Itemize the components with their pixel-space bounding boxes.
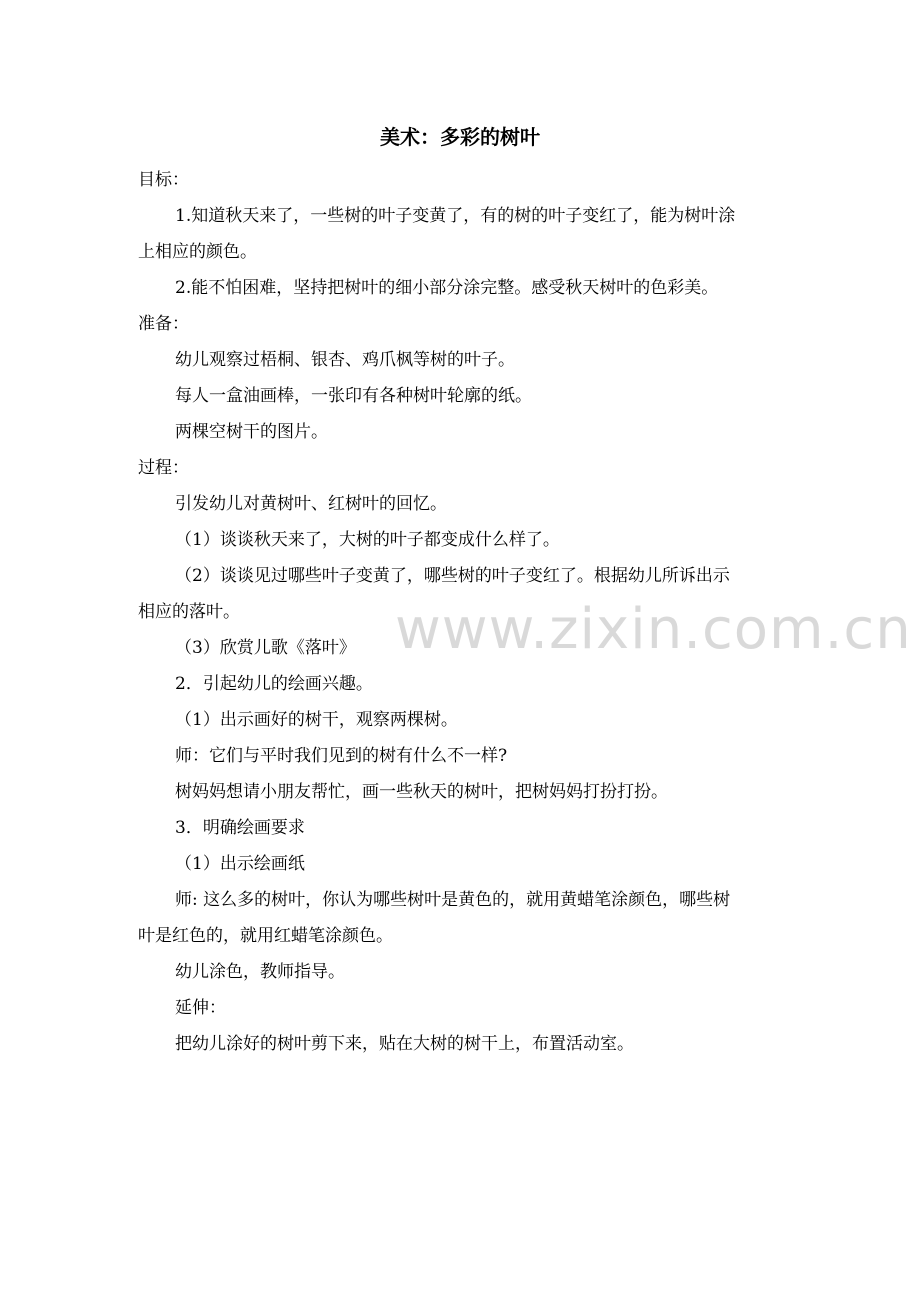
teacher-question: 师：它们与平时我们见到的树有什么不一样? [175, 746, 508, 766]
process-step-3: 3．明确绘画要求 [175, 818, 305, 838]
document-title: 美术：多彩的树叶 [380, 125, 540, 149]
goal-1-line-1: 1.知道秋天来了，一些树的叶子变黄了，有的树的叶子变红了，能为树叶涂 [175, 206, 736, 226]
process-step-2-sub-1: （1）出示画好的树干，观察两棵树。 [175, 710, 458, 730]
children-coloring: 幼儿涂色，教师指导。 [175, 962, 345, 982]
process-step-3-sub-1: （1）出示绘画纸 [175, 854, 305, 874]
preparation-item-1: 幼儿观察过梧桐、银杏、鸡爪枫等树的叶子。 [175, 350, 515, 370]
goal-1-line-2: 上相应的颜色。 [138, 242, 257, 262]
preparation-item-3: 两棵空树干的图片。 [175, 422, 328, 442]
process-step-1-sub-1: （1）谈谈秋天来了，大树的叶子都变成什么样了。 [175, 530, 560, 550]
section-heading-process: 过程： [138, 458, 189, 478]
section-heading-preparation: 准备： [138, 314, 189, 334]
teacher-instruction-line-2: 叶是红色的，就用红蜡笔涂颜色。 [138, 926, 393, 946]
process-step-1-sub-3: （3）欣赏儿歌《落叶》 [175, 638, 356, 658]
preparation-item-2: 每人一盒油画棒，一张印有各种树叶轮廓的纸。 [175, 386, 532, 406]
section-heading-extension: 延伸： [175, 998, 226, 1018]
watermark: www.zixin.com.cn [395, 597, 912, 662]
process-step-2: 2．引起幼儿的绘画兴趣。 [175, 674, 373, 694]
extension-activity: 把幼儿涂好的树叶剪下来，贴在大树的树干上，布置活动室。 [175, 1034, 634, 1054]
teacher-instruction-line-1: 师: 这么多的树叶，你认为哪些树叶是黄色的，就用黄蜡笔涂颜色，哪些树 [175, 890, 731, 910]
process-step-1: 引发幼儿对黄树叶、红树叶的回忆。 [175, 494, 447, 514]
section-heading-goals: 目标： [138, 170, 189, 190]
goal-2: 2.能不怕困难，坚持把树叶的细小部分涂完整。感受秋天树叶的色彩美。 [175, 278, 719, 298]
process-step-1-sub-2-line-1: （2）谈谈见过哪些叶子变黄了，哪些树的叶子变红了。根据幼儿所诉出示 [175, 566, 730, 586]
process-step-1-sub-2-line-2: 相应的落叶。 [138, 602, 240, 622]
tree-mother-request: 树妈妈想请小朋友帮忙，画一些秋天的树叶，把树妈妈打扮打扮。 [175, 782, 668, 802]
